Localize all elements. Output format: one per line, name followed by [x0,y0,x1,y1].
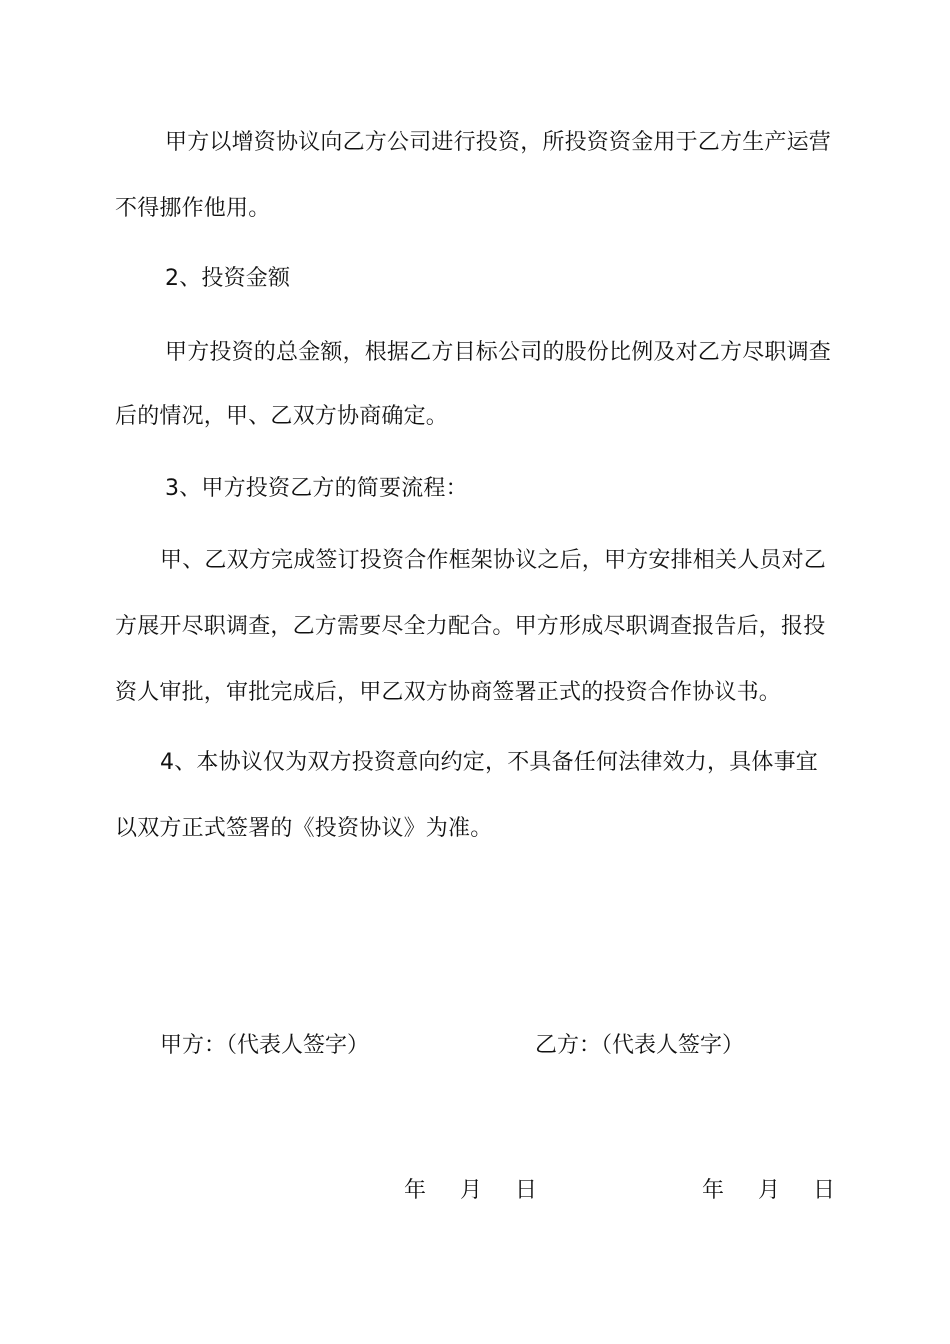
paragraph-3-line-3: 资人审批，审批完成后，甲乙双方协商签署正式的投资合作协议书。 [115,680,782,705]
section-heading-3: 3、甲方投资乙方的简要流程： [165,476,468,501]
party-a-date-day: 日 [515,1178,538,1203]
party-b-date-year: 年 [702,1178,725,1203]
paragraph-1-line-1: 甲方以增资协议向乙方公司进行投资，所投资资金用于乙方生产运营 [165,130,832,155]
paragraph-2-line-2: 后的情况，甲、乙双方协商确定。 [115,404,449,429]
party-b-signature: 乙方：（代表人签字） [535,1033,745,1058]
section-heading-2: 2、投资金额 [165,266,291,291]
paragraph-3-line-2: 方展开尽职调查，乙方需要尽全力配合。甲方形成尽职调查报告后，报投 [115,614,826,639]
party-b-date-month: 月 [758,1178,781,1203]
party-a-signature: 甲方：（代表人签字） [160,1033,370,1058]
paragraph-2-line-1: 甲方投资的总金额，根据乙方目标公司的股份比例及对乙方尽职调查 [165,340,832,365]
paragraph-4-line-1: 4、本协议仅为双方投资意向约定，不具备任何法律效力，具体事宜 [160,750,818,775]
paragraph-3-line-1: 甲、乙双方完成签订投资合作框架协议之后，甲方安排相关人员对乙 [160,548,827,573]
party-a-date-month: 月 [460,1178,483,1203]
paragraph-1-line-2: 不得挪作他用。 [115,196,271,221]
paragraph-4-line-2: 以双方正式签署的《投资协议》为准。 [115,816,493,841]
party-b-date-day: 日 [813,1178,836,1203]
party-a-date-year: 年 [404,1178,427,1203]
